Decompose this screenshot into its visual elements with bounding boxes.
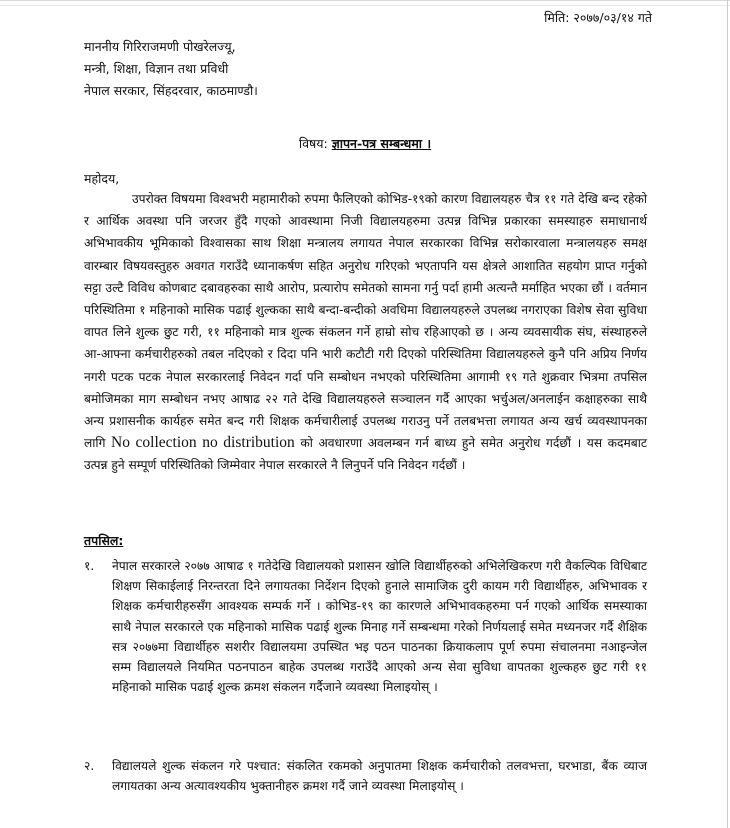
body-paragraph — [84, 188, 647, 477]
tapasil-heading: तपसिल: — [84, 533, 124, 548]
subject-line — [0, 135, 730, 152]
subject-label: विषय: — [298, 136, 328, 151]
subject-value: ज्ञापन-पत्र सम्बन्धमा । — [331, 136, 432, 151]
letter-date: मिति: २०७७/०३/१४ गते — [544, 10, 652, 25]
list-item-text: नेपाल सरकारले २०७७ आषाढ १ गतेदेखि विद्यालयको प्रशासन खोलि विद्यार्थीहरुको अभिलेखिकरण गरी वैकल्पिक विधिबाट शिक्षण सिकाईलाई निरन्तरता दिने लगायतका निर्देशन दिएको हुनाले सामाजिक दुरी कायम गरी विद्यार्थीहरु, अभिभावक र शिक्षक कर्मचारीहरुसँग आवश्यक सम्पर्क गर्ने । कोभिड-१९ का कारणले अभिभावकहरुमा पर्न गएको आर्थिक समस्याका साथै नेपाल सरकारले एक महिनाको मासिक पढाई शुल्क मिनाह गर्ने सम्बन्धमा गरेको निर्णयलाई समेत मध्यनजर गर्दै शैक्षिक सत्र २०७७मा विद्यार्थीहरु सशरीर विद्यालयमा उपस्थित भइ पठन पाठनका क्रियाकलाप पूर्ण रुपमा संचालनमा नआइन्जेल सम्म विद्यालयले नियमित पठनपाठन बाहेक उपलब्ध गराउँदै आएको अन्य सेवा सुविधा वापतका शुल्कहरु छुट गरी ११ महिनाको मासिक पढाई शुल्क क्रमश संकलन गर्दैजाने व्यवस्था मिलाइयोस् । — [112, 559, 647, 695]
body-text-before: उपरोक्त विषयमा विश्वभरी महामारीको रुपमा फैलिएको कोभिड-१९को कारण विद्यालयहरु चैत्र ११ गते देखि बन्द रहेको र आर्थिक अवस्था पनि जरजर हुँदै गएको आवस्थामा निजी विद्यालयहरुमा उत्पन्न विभिन्न प्रकारका समस्याहरु समाधानार्थ अभिभावकीय भूमिकाको विश्वासका साथ शिक्षा मन्त्रालय लगायत नेपाल सरकारका विभिन्न सरोकारवाला मन्त्रालयहरु समक्ष वारम्बार विषयवस्तुहरु अवगत गराउँदै ध्यानाकर्षण सहित अनुरोध गरिएको भएतापनि यस क्षेत्रले आशातित सहयोग प्राप्त गर्नुको सट्टा उल्टै विविध कोणबाट दबावहरुका साथै आरोप, प्रत्यारोप समेतको सामना गर्नु पर्दा हामी अत्यन्तै मर्माहित भएका छौं । वर्तमान परिस्थितिमा १ महिनाको मासिक पढाई शुल्कका साथै बन्दा-बन्दीको अवधिमा विद्यालयहरुले उपलब्ध नगराएका विशेष सेवा सुविधा वापत लिने शुल्क छुट गरी, ११ महिनाको मात्र शुल्क संकलन गर्ने हाम्रो सोच रहिआएको छ । अन्य व्यवसायीक संघ, संस्थाहरुले आ-आफ्ना कर्मचारीहरुको तबल नदिएको र दिदा पनि भारी कटौटी गरी दिएको परिस्थितिमा विद्यालयहरुले कुनै पनि अप्रिय निर्णय नगरी पटक पटक नेपाल सरकारलाई निवेदन गर्दा पनि सम्बोधन नभएको परिस्थितिमा आगामी १९ गते शुक्रवार भित्रमा तपसिल बमोजिमका माग सम्बोधन नभए आषाढ २२ गते देखि विद्यालयहरुले सञ्चालन गर्दै आएका भर्चुअल/अनलाईन कक्षाहरुका साथै अन्य प्रशासनीक कार्यहरु समेत बन्द गरी शिक्षक कर्मचारीलाई उपलब्ध गराउनु पर्ने तलबभत्ता लगायत अन्य खर्च व्यवस्थापनका लागि — [84, 192, 647, 451]
list-item-number: १. — [84, 559, 95, 573]
salutation: महोदय, — [84, 171, 120, 186]
list-item-text: विद्यालयले शुल्क संकलन गरे पश्चात: संकलित रकमको अनुपातमा शिक्षक कर्मचारीको तलवभत्ता, घरभाडा, बैंक व्याज लगायतका अन्य अत्यावश्यकीय भुक्तानीहरु क्रमश गर्दै जाने व्यवस्था मिलाइयोस् । — [112, 759, 647, 794]
addressee-block — [84, 36, 258, 102]
list-item — [84, 556, 647, 697]
addressee-title: मन्त्री, शिक्षा, विज्ञान तथा प्रविधी — [84, 61, 229, 76]
addressee-name: माननीय गिरिराजमणी पोखरेलज्यू, — [84, 39, 236, 54]
page-right-edge — [727, 0, 728, 828]
list-item — [84, 756, 647, 796]
addressee-address: नेपाल सरकार, सिंहदरवार, काठमाण्डौ। — [84, 83, 258, 98]
page-top-edge — [0, 0, 730, 6]
body-english-phrase: No collection no distribution — [111, 434, 295, 452]
body-text-after: को अवधारणा अवलम्बन गर्न बाध्य हुने समेत अनुरोध गर्दछौं । यस कदमबाट उत्पन्न हुने सम्पूर्ण परिस्थितिको जिम्मेवार नेपाल सरकारले नै लिनुपर्ने पनि निवेदन गर्दछौं । — [84, 436, 648, 473]
list-item-number: २. — [84, 759, 95, 773]
